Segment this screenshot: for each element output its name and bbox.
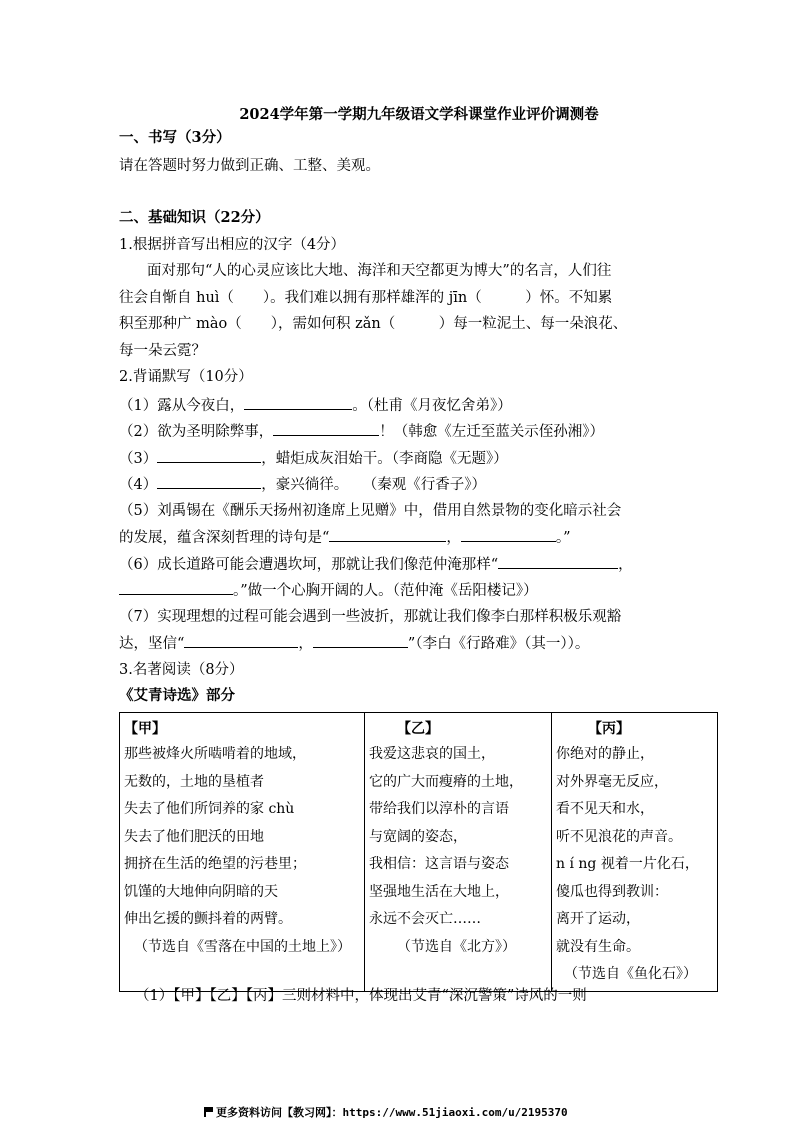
poem-line: 我相信：这言语与姿态 bbox=[369, 856, 509, 872]
q2-item-2-prompt: （2）欲为圣明除弊事， bbox=[119, 424, 274, 440]
poem-table bbox=[119, 712, 718, 992]
comma: ， bbox=[298, 636, 313, 652]
q2-item-3-source: ，蜡炬成灰泪始干。（李商隐《无题》） bbox=[261, 451, 508, 467]
answer-blank[interactable] bbox=[273, 421, 379, 436]
q2-item-3-prompt: （3） bbox=[119, 451, 158, 467]
q2-item-5-line-1: （5）刘禹锡在《酬乐天扬州初逢席上见赠》中，借用自然景物的变化暗示社会 bbox=[119, 503, 622, 519]
poem-line: 傻瓜也得到教训： bbox=[556, 883, 668, 900]
q2-item-6-line-2 bbox=[119, 580, 538, 601]
q2-item-1-source: 。（杜甫《月夜忆舍弟》） bbox=[352, 398, 512, 414]
poem-jia bbox=[120, 713, 365, 992]
q2-item-4-source: ，豪兴徜徉。 （秦观《行香子》） bbox=[261, 477, 486, 493]
q1-line-1: 面对那句“人的心灵应该比大地、海洋和天空都更为博大”的名言，人们往 bbox=[147, 263, 612, 279]
page-title: 2024学年第一学期九年级语文学科课堂作业评价调测卷 bbox=[239, 106, 599, 123]
poem-jia-source: （节选自《雪落在中国的土地上》） bbox=[134, 938, 351, 955]
answer-blank[interactable] bbox=[461, 527, 556, 542]
section-1-text: 请在答题时努力做到正确、工整、美观。 bbox=[119, 158, 380, 174]
q1-line-2: 往会自惭自 huì（ ）。我们难以拥有那样雄浑的 jīn（ ）怀。不知累 bbox=[119, 290, 613, 306]
poem-line: 坚强地生活在大地上， bbox=[369, 883, 509, 900]
section-2-heading: 二、基础知识（22分） bbox=[119, 209, 270, 226]
answer-blank[interactable] bbox=[119, 580, 233, 595]
poem-line: 永远不会灭亡…… bbox=[369, 911, 481, 927]
q1-heading: 1.根据拼音写出相应的汉字（4分） bbox=[119, 237, 346, 253]
footer-text: 更多资料访问【教习网】：https://www.51jiaoxi.com/u/2195370 bbox=[216, 1106, 568, 1119]
answer-blank[interactable] bbox=[157, 474, 261, 489]
q2-item-6-line-1 bbox=[119, 554, 633, 575]
section-1-heading: 一、书写（3分） bbox=[119, 129, 231, 146]
comma: ， bbox=[618, 557, 633, 573]
poem-line: 失去了他们肥沃的田地 bbox=[124, 828, 264, 845]
q2-item-6-prompt: （6）成长道路可能会遭遇坎坷，那就让我们像范仲淹那样“ bbox=[119, 557, 499, 573]
poem-line: 听不见浪花的声音。 bbox=[556, 828, 682, 845]
poem-bing-source: （节选自《鱼化石》） bbox=[564, 966, 697, 982]
poem-line: 失去了他们所饲养的家 chù bbox=[124, 801, 295, 817]
footer-link[interactable] bbox=[204, 1104, 568, 1120]
poem-line: 与宽阔的姿态， bbox=[369, 828, 467, 845]
q2-item-6-source: 。”做一个心胸开阔的人。（范仲淹《岳阳楼记》） bbox=[233, 583, 538, 599]
poem-bing bbox=[552, 713, 718, 992]
answer-blank[interactable] bbox=[244, 395, 352, 410]
answer-blank[interactable] bbox=[329, 527, 446, 542]
q2-item-1-prompt: （1）露从今夜白， bbox=[119, 398, 245, 414]
q3-sub-1: （1）【甲】【乙】【丙】三则材料中，体现出艾青“深沉警策”诗风的一则 bbox=[135, 988, 587, 1004]
q2-item-2 bbox=[119, 421, 604, 442]
q2-item-5-line-2 bbox=[119, 527, 571, 548]
poem-line: 无数的，土地的垦植者 bbox=[124, 773, 264, 790]
quote-end: 。” bbox=[555, 530, 571, 546]
answer-blank[interactable] bbox=[157, 448, 261, 463]
poem-line: 那些被烽火所啮啃着的地域， bbox=[124, 746, 306, 762]
poem-jia-label: 【甲】 bbox=[124, 721, 166, 737]
q2-item-7-prompt: 达，坚信“ bbox=[119, 636, 185, 652]
q2-item-7-line-1: （7）实现理想的过程可能会遇到一些波折，那就让我们像李白那样积极乐观豁 bbox=[119, 609, 622, 625]
poem-yi bbox=[365, 713, 552, 992]
poem-line: 伸出乞援的颤抖着的两臂。 bbox=[124, 911, 292, 927]
poem-line: 离开了运动， bbox=[556, 911, 640, 927]
q2-item-2-source: ！（韩愈《左迁至蓝关示侄孙湘》） bbox=[379, 424, 604, 440]
answer-blank[interactable] bbox=[184, 633, 298, 648]
poem-yi-source: （节选自《北方》） bbox=[397, 938, 516, 955]
poem-line: 拥挤在生活的绝望的污巷里； bbox=[124, 856, 306, 872]
answer-blank[interactable] bbox=[313, 633, 408, 648]
q2-item-4 bbox=[119, 474, 486, 495]
poem-line: 你绝对的静止， bbox=[556, 746, 654, 762]
q2-item-1 bbox=[119, 395, 512, 416]
flag-icon bbox=[204, 1107, 213, 1117]
q1-line-3: 积至那种广 mào（ ），需如何积 zǎn（ ）每一粒泥土、每一朵浪花、 bbox=[119, 316, 628, 332]
poem-line: 就没有生命。 bbox=[556, 938, 640, 955]
poem-bing-label: 【丙】 bbox=[588, 721, 630, 737]
poem-line: 对外界毫无反应， bbox=[556, 773, 668, 790]
q2-item-3 bbox=[119, 448, 508, 469]
q2-item-5-prompt: 的发展，蕴含深刻哲理的诗句是“ bbox=[119, 530, 330, 546]
q2-item-7-source: ”（李白《行路难》（其一））。 bbox=[407, 636, 590, 652]
answer-blank[interactable] bbox=[498, 554, 618, 569]
q1-line-4: 每一朵云霓？ bbox=[119, 343, 206, 359]
comma: ， bbox=[446, 530, 461, 546]
poem-line: 看不见天和水， bbox=[556, 801, 654, 817]
poem-line: 它的广大而瘦瘠的土地， bbox=[369, 773, 523, 790]
q2-heading: 2.背诵默写（10分） bbox=[119, 369, 253, 385]
q2-item-7-line-2 bbox=[119, 633, 589, 654]
q3-heading: 3.名著阅读（8分） bbox=[119, 662, 244, 678]
book-title: 《艾青诗选》部分 bbox=[119, 687, 235, 704]
q2-item-4-prompt: （4） bbox=[119, 477, 158, 493]
poem-line: 饥馑的大地伸向阴暗的天 bbox=[124, 883, 278, 900]
poem-yi-label: 【乙】 bbox=[397, 721, 439, 737]
poem-line: n í ng 视着一片化石， bbox=[556, 856, 699, 872]
poem-line: 我爱这悲哀的国土， bbox=[369, 746, 495, 762]
poem-line: 带给我们以淳朴的言语 bbox=[369, 801, 509, 817]
